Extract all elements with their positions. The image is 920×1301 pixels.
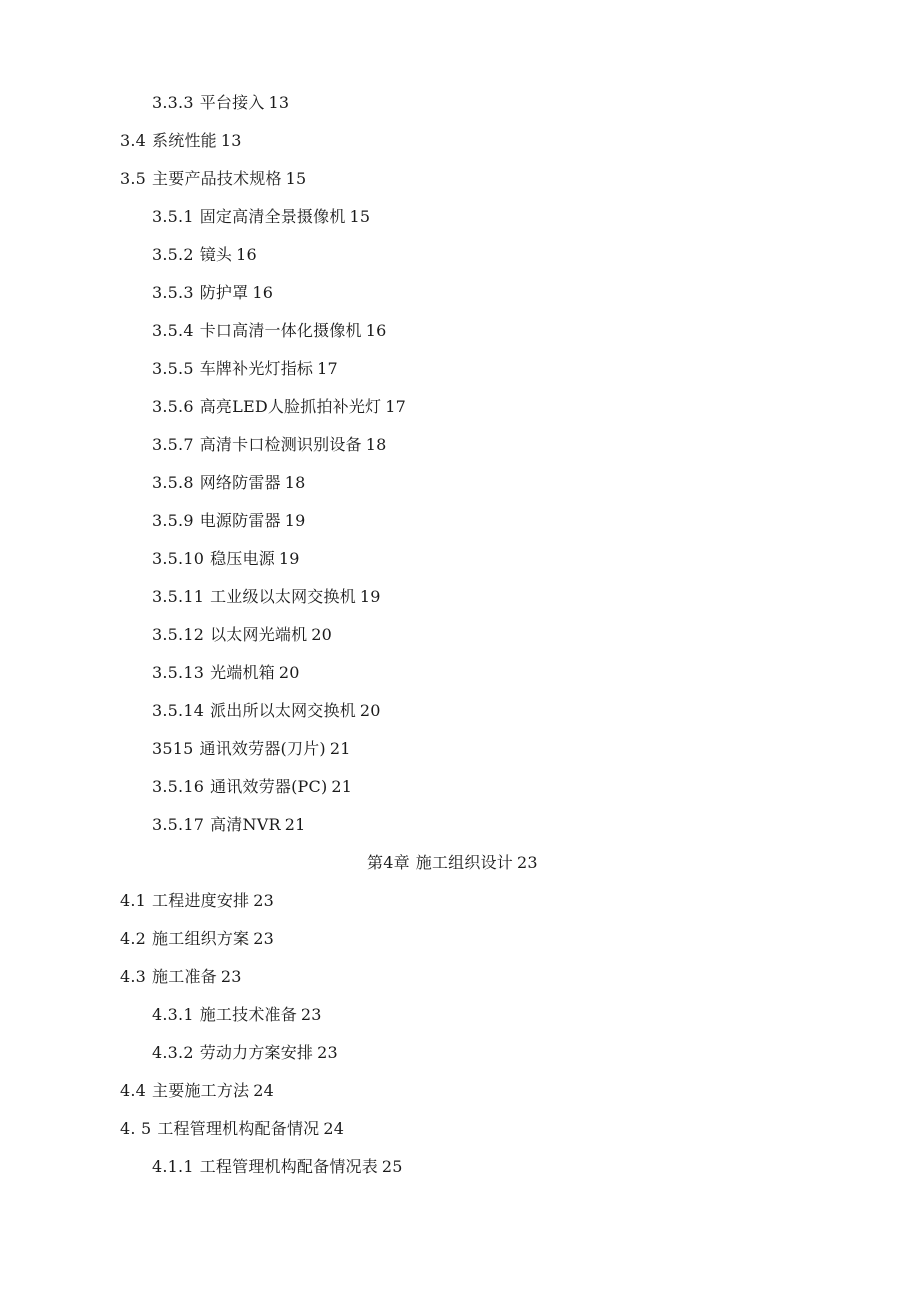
toc-entry-title: 工程管理机构配备情况表 <box>199 1157 378 1176</box>
toc-entry-page: 19 <box>359 587 381 606</box>
toc-entry-page: 16 <box>365 321 387 340</box>
toc-entry-title: 主要施工方法 <box>152 1081 250 1100</box>
toc-entry-number: 3.5.14 <box>152 701 205 720</box>
toc-entry <box>0 274 920 312</box>
toc-entry <box>0 806 920 844</box>
toc-entry-title: 派出所以太网交换机 <box>210 701 356 720</box>
toc-entry <box>0 350 920 388</box>
toc-entry-number: 3.5.13 <box>152 663 205 682</box>
toc-entry-page: 17 <box>385 397 407 416</box>
toc-entry-page: 16 <box>252 283 274 302</box>
toc-entry-number: 3.5.12 <box>152 625 205 644</box>
toc-entry-number: 3.5.4 <box>152 321 194 340</box>
toc-entry-page: 13 <box>268 93 290 112</box>
toc-entry-number: 3.5.16 <box>152 777 205 796</box>
toc-entry <box>0 844 920 882</box>
toc-entry-page: 24 <box>253 1081 275 1100</box>
toc-entry-title: 高亮LED人脸抓拍补光灯 <box>199 397 382 416</box>
toc-entry-number: 3.3.3 <box>152 93 194 112</box>
toc-entry-title: 镜头 <box>199 245 233 264</box>
toc-entry-title: 以太网光端机 <box>210 625 308 644</box>
toc-entry-page: 21 <box>329 739 351 758</box>
toc-entry-page: 24 <box>323 1119 345 1138</box>
toc-entry-page: 21 <box>331 777 353 796</box>
toc-entry <box>0 388 920 426</box>
toc-entry <box>0 160 920 198</box>
toc-entry-page: 13 <box>220 131 242 150</box>
toc-entry-title: 车牌补光灯指标 <box>199 359 314 378</box>
toc-entry-number: 4.3.2 <box>152 1043 194 1062</box>
toc-entry-title: 施工组织设计 <box>415 853 513 872</box>
toc-entry-number: 4.4 <box>120 1081 147 1100</box>
toc-entry-number: 3.4 <box>120 131 147 150</box>
toc-entry-number: 4.3 <box>120 967 147 986</box>
toc-entry-page: 23 <box>253 929 275 948</box>
toc-entry-title: 通讯效劳器(刀片) <box>199 739 326 758</box>
toc-entry <box>0 312 920 350</box>
toc-entry-title: 劳动力方案安排 <box>199 1043 314 1062</box>
toc-entry <box>0 1110 920 1148</box>
toc-entry-title: 光端机箱 <box>210 663 275 682</box>
toc-entry <box>0 426 920 464</box>
toc-entry-page: 18 <box>284 473 306 492</box>
toc-entry <box>0 692 920 730</box>
toc-entry <box>0 578 920 616</box>
toc-entry-page: 19 <box>284 511 306 530</box>
table-of-contents <box>0 84 920 1186</box>
toc-entry-number: 3.5.17 <box>152 815 205 834</box>
toc-entry-title: 施工技术准备 <box>199 1005 297 1024</box>
toc-entry-title: 工程进度安排 <box>152 891 250 910</box>
toc-entry-number: 3.5.9 <box>152 511 194 530</box>
toc-entry-number: 4.1.1 <box>152 1157 194 1176</box>
toc-entry-number: 3.5.6 <box>152 397 194 416</box>
toc-entry-title: 电源防雷器 <box>199 511 281 530</box>
toc-entry <box>0 920 920 958</box>
toc-entry <box>0 882 920 920</box>
toc-entry-page: 20 <box>311 625 333 644</box>
toc-entry-title: 施工组织方案 <box>152 929 250 948</box>
toc-entry-page: 15 <box>349 207 371 226</box>
toc-entry-page: 23 <box>220 967 242 986</box>
toc-entry <box>0 654 920 692</box>
toc-entry-number: 4.1 <box>120 891 147 910</box>
toc-entry-number: 3.5 <box>120 169 147 188</box>
toc-entry-title: 平台接入 <box>199 93 265 112</box>
toc-entry-title: 网络防雷器 <box>199 473 281 492</box>
toc-entry <box>0 122 920 160</box>
toc-entry <box>0 996 920 1034</box>
toc-entry-page: 19 <box>278 549 300 568</box>
toc-entry-number: 3.5.2 <box>152 245 194 264</box>
toc-entry-title: 卡口高清一体化摄像机 <box>199 321 362 340</box>
toc-entry <box>0 84 920 122</box>
toc-entry <box>0 1148 920 1186</box>
toc-entry <box>0 958 920 996</box>
toc-entry-page: 15 <box>285 169 307 188</box>
toc-entry-title: 工程管理机构配备情况 <box>157 1119 320 1138</box>
toc-entry-title: 高清NVR <box>210 815 281 834</box>
toc-entry <box>0 236 920 274</box>
toc-entry-number: 3.5.5 <box>152 359 194 378</box>
toc-entry <box>0 502 920 540</box>
toc-entry-number: 4. 5 <box>120 1119 152 1138</box>
toc-entry-number: 3.5.1 <box>152 207 194 226</box>
toc-entry <box>0 768 920 806</box>
toc-entry <box>0 540 920 578</box>
toc-entry-number: 4.2 <box>120 929 147 948</box>
toc-entry-number: 3.5.3 <box>152 283 194 302</box>
toc-entry-page: 16 <box>236 245 257 264</box>
toc-entry-page: 17 <box>317 359 338 378</box>
toc-entry-page: 23 <box>317 1043 338 1062</box>
toc-entry-number: 4.3.1 <box>152 1005 194 1024</box>
toc-entry-number: 3.5.11 <box>152 587 205 606</box>
toc-entry <box>0 616 920 654</box>
toc-entry-title: 系统性能 <box>152 131 217 150</box>
toc-entry-title: 施工准备 <box>152 967 217 986</box>
toc-entry-page: 23 <box>300 1005 322 1024</box>
toc-entry <box>0 1072 920 1110</box>
toc-entry-page: 18 <box>365 435 387 454</box>
toc-entry-page: 23 <box>253 891 275 910</box>
toc-entry <box>0 198 920 236</box>
toc-entry-title: 稳压电源 <box>210 549 275 568</box>
toc-entry <box>0 730 920 768</box>
toc-entry-number: 3.5.8 <box>152 473 194 492</box>
toc-entry-title: 工业级以太网交换机 <box>210 587 356 606</box>
toc-entry-page: 25 <box>381 1157 403 1176</box>
toc-entry-title: 防护罩 <box>199 283 249 302</box>
toc-entry-number: 3.5.7 <box>152 435 194 454</box>
toc-entry <box>0 1034 920 1072</box>
toc-entry-title: 主要产品技术规格 <box>152 169 282 188</box>
toc-entry-page: 20 <box>278 663 300 682</box>
toc-entry-number: 3515 <box>152 739 194 758</box>
toc-entry-page: 21 <box>284 815 306 834</box>
toc-entry-title: 通讯效劳器(PC) <box>210 777 328 796</box>
toc-entry-number: 3.5.10 <box>152 549 205 568</box>
toc-entry <box>0 464 920 502</box>
toc-entry-title: 高清卡口检测识别设备 <box>199 435 362 454</box>
toc-entry-page: 20 <box>359 701 381 720</box>
toc-entry-number: 第4章 <box>367 853 410 872</box>
toc-entry-page: 23 <box>516 853 538 872</box>
toc-entry-title: 固定高清全景摄像机 <box>199 207 346 226</box>
